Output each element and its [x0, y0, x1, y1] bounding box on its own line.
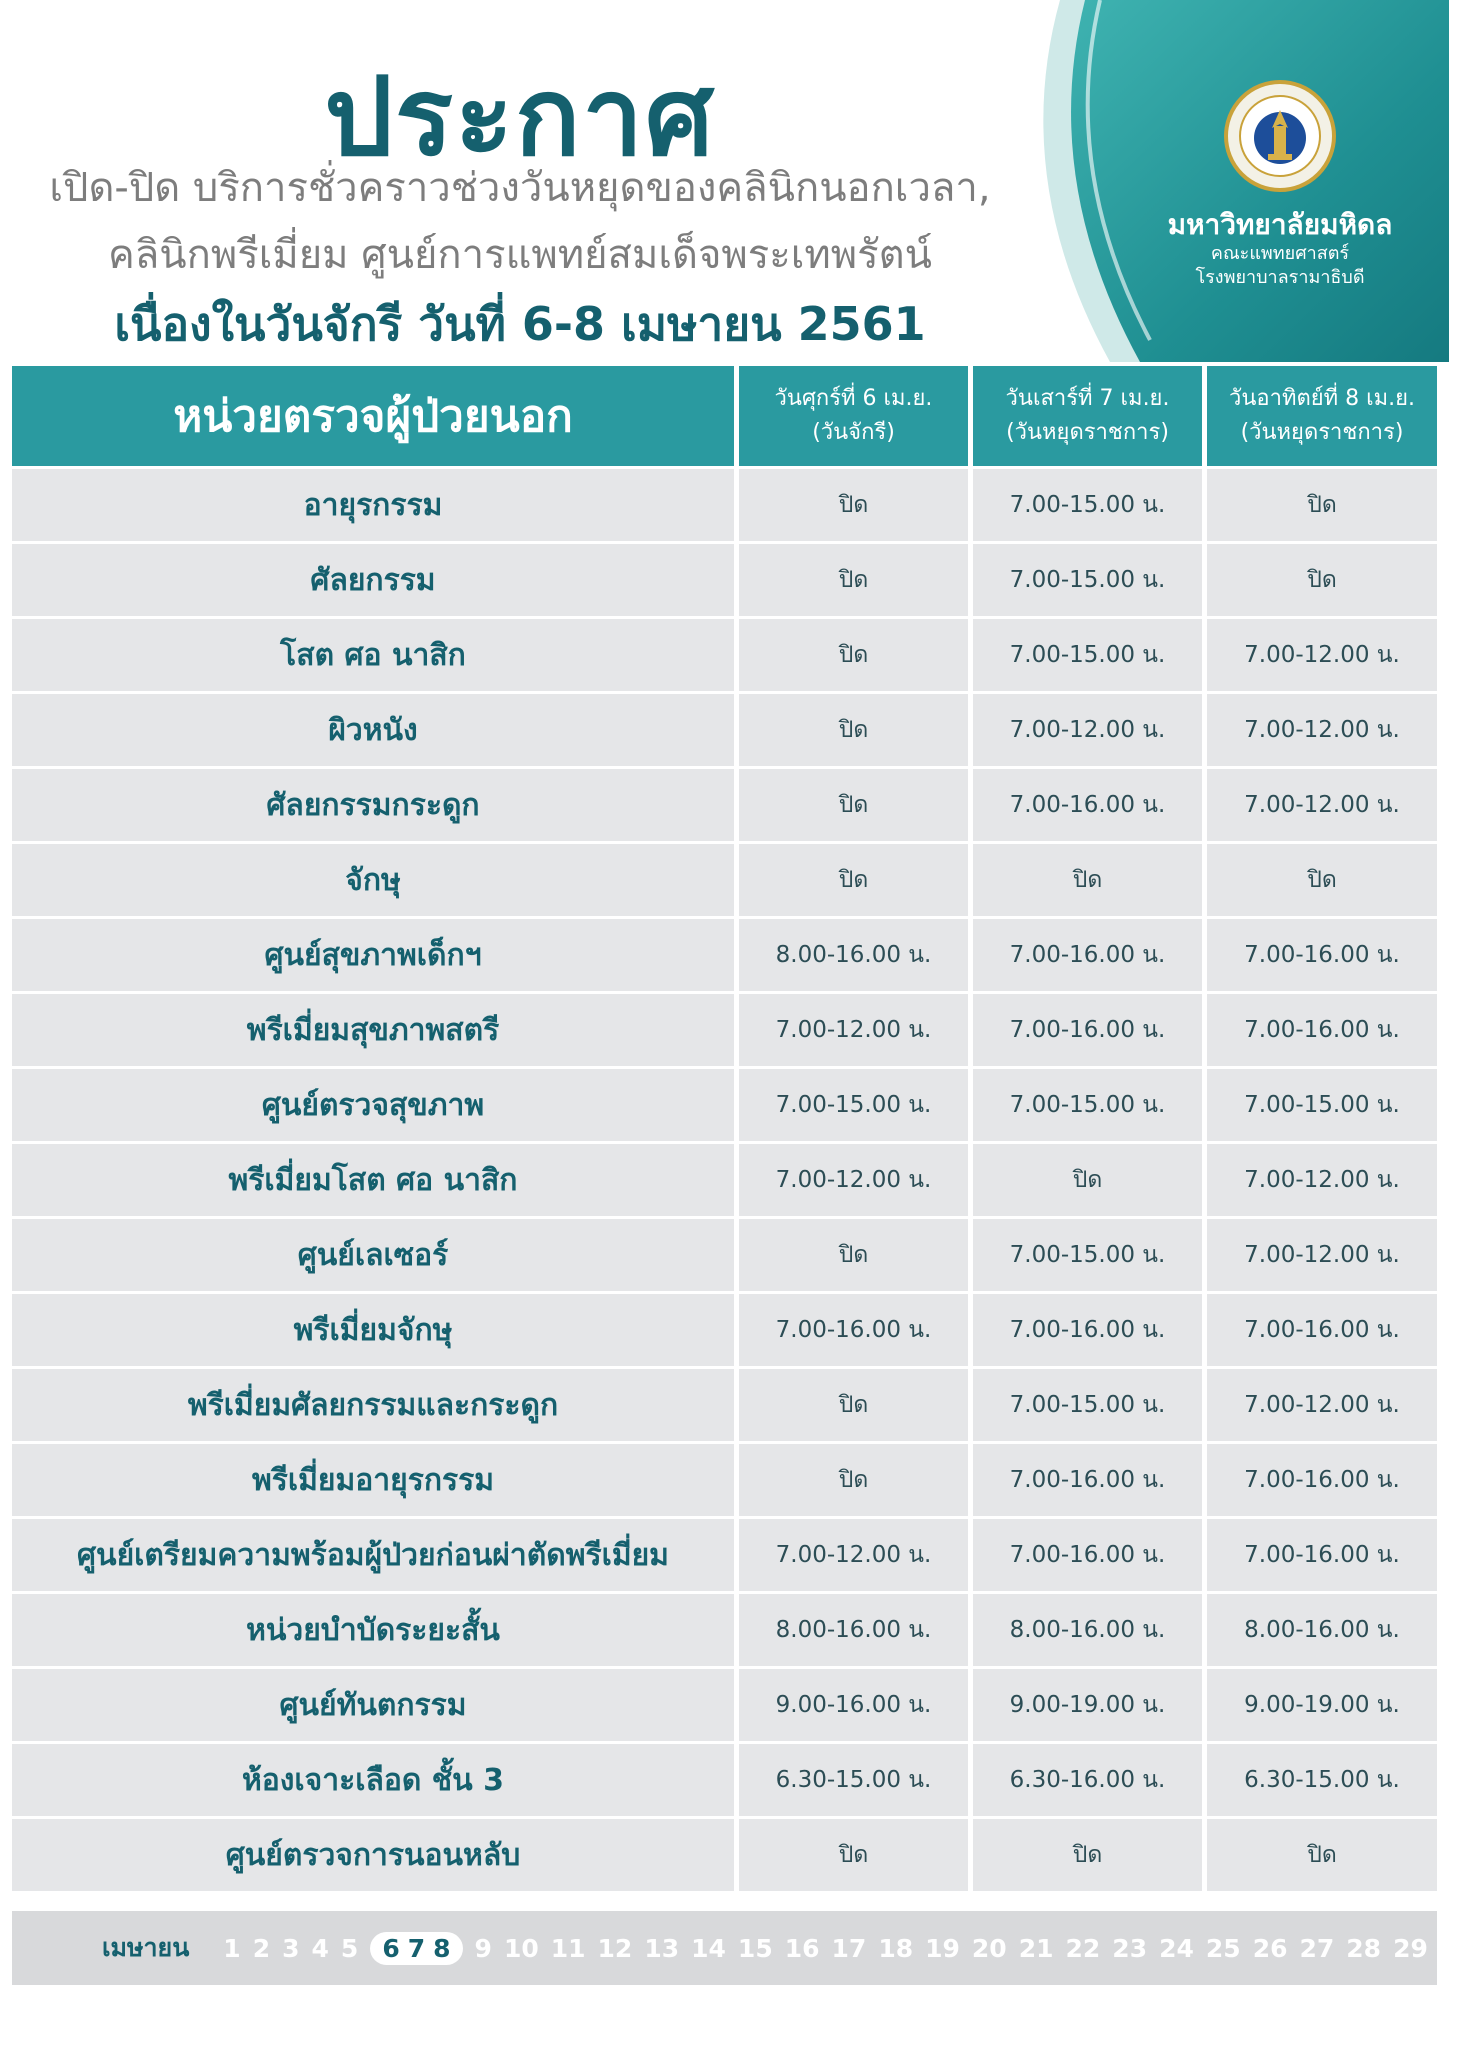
- unit-name-cell: พรีเมี่ยมโสต ศอ นาสิก: [12, 1144, 734, 1216]
- table-row: [12, 1516, 1437, 1591]
- unit-name-cell: ศูนย์ตรวจสุขภาพ: [12, 1069, 734, 1141]
- table-row: [12, 1441, 1437, 1516]
- calendar-day: 23: [1112, 1933, 1148, 1963]
- column-header-saturday: [973, 366, 1202, 466]
- calendar-day: 17: [831, 1933, 867, 1963]
- friday-hours-cell: 7.00-15.00 น.: [739, 1069, 968, 1141]
- unit-name-cell: อายุรกรรม: [12, 469, 734, 541]
- saturday-hours-cell: 7.00-15.00 น.: [973, 544, 1202, 616]
- calendar-day: 13: [644, 1933, 680, 1963]
- table-row: [12, 1291, 1437, 1366]
- saturday-hours-cell: 9.00-19.00 น.: [973, 1669, 1202, 1741]
- sunday-hours-cell: ปิด: [1207, 1819, 1437, 1891]
- table-header-row: [12, 366, 1437, 466]
- calendar-day: 18: [878, 1933, 914, 1963]
- calendar-highlight: [370, 1932, 462, 1965]
- saturday-hours-cell: ปิด: [973, 1144, 1202, 1216]
- calendar-day: 22: [1065, 1933, 1101, 1963]
- table-row: [12, 1591, 1437, 1666]
- unit-name-cell: ศัลยกรรมกระดูก: [12, 769, 734, 841]
- calendar-day: 4: [311, 1933, 329, 1963]
- calendar-day: 25: [1205, 1933, 1241, 1963]
- friday-hours-cell: ปิด: [739, 844, 968, 916]
- subtitle-line-1: เปิด-ปิด บริการชั่วคราวช่วงวันหยุดของคลินิกนอกเวลา,: [49, 165, 991, 211]
- column-header-unit: หน่วยตรวจผู้ป่วยนอก: [12, 366, 734, 466]
- column-header-label: วันศุกร์ที่ 6 เม.ย.: [774, 386, 933, 411]
- unit-name-cell: จักษุ: [12, 844, 734, 916]
- table-row: [12, 1141, 1437, 1216]
- sunday-hours-cell: ปิด: [1207, 544, 1437, 616]
- friday-hours-cell: ปิด: [739, 769, 968, 841]
- friday-hours-cell: ปิด: [739, 1819, 968, 1891]
- saturday-hours-cell: 7.00-15.00 น.: [973, 1369, 1202, 1441]
- schedule-table: [12, 366, 1437, 1891]
- saturday-hours-cell: ปิด: [973, 844, 1202, 916]
- saturday-hours-cell: 8.00-16.00 น.: [973, 1594, 1202, 1666]
- calendar-day: 21: [1018, 1933, 1054, 1963]
- calendar-day: 15: [737, 1933, 773, 1963]
- month-calendar-strip: [12, 1911, 1475, 1985]
- sunday-hours-cell: 7.00-12.00 น.: [1207, 1144, 1437, 1216]
- university-logo: [1130, 80, 1430, 290]
- calendar-day: 16: [784, 1933, 820, 1963]
- table-row: [12, 916, 1437, 991]
- page-title: ประกาศ: [324, 55, 716, 180]
- unit-name-cell: โสต ศอ นาสิก: [12, 619, 734, 691]
- table-row: [12, 766, 1437, 841]
- column-header-label: วันอาทิตย์ที่ 8 เม.ย.: [1228, 386, 1416, 411]
- saturday-hours-cell: 7.00-16.00 น.: [973, 769, 1202, 841]
- unit-name-cell: ศูนย์เลเซอร์: [12, 1219, 734, 1291]
- friday-hours-cell: ปิด: [739, 619, 968, 691]
- column-header-note: (วันหยุดราชการ): [1006, 420, 1169, 445]
- friday-hours-cell: 7.00-16.00 น.: [739, 1294, 968, 1366]
- saturday-hours-cell: 7.00-16.00 น.: [973, 1444, 1202, 1516]
- calendar-day: 9: [474, 1933, 492, 1963]
- sunday-hours-cell: 7.00-16.00 น.: [1207, 1519, 1437, 1591]
- saturday-hours-cell: 7.00-16.00 น.: [973, 994, 1202, 1066]
- unit-name-cell: พรีเมี่ยมอายุรกรรม: [12, 1444, 734, 1516]
- unit-name-cell: ผิวหนัง: [12, 694, 734, 766]
- friday-hours-cell: 8.00-16.00 น.: [739, 1594, 968, 1666]
- table-row: [12, 1366, 1437, 1441]
- sunday-hours-cell: 7.00-12.00 น.: [1207, 694, 1437, 766]
- table-row: [12, 991, 1437, 1066]
- calendar-day: 28: [1346, 1933, 1382, 1963]
- calendar-day: 30: [1439, 1933, 1475, 1963]
- table-row: [12, 1741, 1437, 1816]
- friday-hours-cell: ปิด: [739, 544, 968, 616]
- table-row: [12, 466, 1437, 541]
- unit-name-cell: ศูนย์ทันตกรรม: [12, 1669, 734, 1741]
- calendar-day: 3: [282, 1933, 300, 1963]
- calendar-day: 5: [340, 1933, 359, 1963]
- unit-name-cell: ศูนย์สุขภาพเด็กฯ: [12, 919, 734, 991]
- calendar-day: 24: [1159, 1933, 1194, 1963]
- calendar-day-highlighted: 8: [433, 1933, 451, 1963]
- table-row: [12, 841, 1437, 916]
- friday-hours-cell: 7.00-12.00 น.: [739, 1144, 968, 1216]
- saturday-hours-cell: 7.00-16.00 น.: [973, 1294, 1202, 1366]
- calendar-day: 10: [503, 1933, 539, 1963]
- friday-hours-cell: ปิด: [739, 694, 968, 766]
- table-row: [12, 1066, 1437, 1141]
- calendar-day: 20: [971, 1933, 1007, 1963]
- faculty-name: คณะแพทยศาสตร์: [1210, 243, 1350, 264]
- friday-hours-cell: 7.00-12.00 น.: [739, 1519, 968, 1591]
- university-name: มหาวิทยาลัยมหิดล: [1167, 208, 1393, 241]
- sunday-hours-cell: 7.00-16.00 น.: [1207, 1444, 1437, 1516]
- calendar-day: 12: [597, 1933, 633, 1963]
- calendar-day: 1: [223, 1933, 241, 1963]
- column-header-label: วันเสาร์ที่ 7 เม.ย.: [1005, 386, 1170, 411]
- saturday-hours-cell: ปิด: [973, 1819, 1202, 1891]
- calendar-day: 26: [1252, 1933, 1288, 1963]
- saturday-hours-cell: 7.00-12.00 น.: [973, 694, 1202, 766]
- unit-name-cell: ศูนย์เตรียมความพร้อมผู้ป่วยก่อนผ่าตัดพรีเมี่ยม: [12, 1519, 734, 1591]
- mahidol-seal-icon: [1224, 80, 1336, 192]
- sunday-hours-cell: 7.00-16.00 น.: [1207, 1294, 1437, 1366]
- friday-hours-cell: 6.30-15.00 น.: [739, 1744, 968, 1816]
- unit-name-cell: ศัลยกรรม: [12, 544, 734, 616]
- sunday-hours-cell: 7.00-16.00 น.: [1207, 919, 1437, 991]
- hospital-name: โรงพยาบาลรามาธิบดี: [1195, 267, 1365, 288]
- unit-name-cell: พรีเมี่ยมจักษุ: [12, 1294, 734, 1366]
- sunday-hours-cell: 7.00-12.00 น.: [1207, 769, 1437, 841]
- calendar-day: 29: [1393, 1933, 1428, 1963]
- sunday-hours-cell: 7.00-15.00 น.: [1207, 1069, 1437, 1141]
- unit-name-cell: ห้องเจาะเลือด ชั้น 3: [12, 1744, 734, 1816]
- calendar-day: 2: [252, 1933, 271, 1963]
- table-row: [12, 691, 1437, 766]
- column-header-sunday: [1207, 366, 1437, 466]
- saturday-hours-cell: 7.00-16.00 น.: [973, 1519, 1202, 1591]
- unit-name-cell: พรีเมี่ยมศัลยกรรมและกระดูก: [12, 1369, 734, 1441]
- saturday-hours-cell: 7.00-15.00 น.: [973, 1069, 1202, 1141]
- calendar-day: 19: [925, 1933, 960, 1963]
- calendar-day-highlighted: 7: [407, 1933, 426, 1963]
- friday-hours-cell: ปิด: [739, 1444, 968, 1516]
- table-row: [12, 616, 1437, 691]
- calendar-day-highlighted: 6: [382, 1933, 400, 1963]
- unit-name-cell: หน่วยบำบัดระยะสั้น: [12, 1594, 734, 1666]
- friday-hours-cell: 7.00-12.00 น.: [739, 994, 968, 1066]
- calendar-day: 11: [550, 1933, 586, 1963]
- unit-name-cell: ศูนย์ตรวจการนอนหลับ: [12, 1819, 734, 1891]
- announcement-header: [0, 0, 1449, 362]
- friday-hours-cell: 9.00-16.00 น.: [739, 1669, 968, 1741]
- saturday-hours-cell: 7.00-16.00 น.: [973, 919, 1202, 991]
- column-header-note: (วันจักรี): [812, 420, 895, 445]
- sunday-hours-cell: 8.00-16.00 น.: [1207, 1594, 1437, 1666]
- saturday-hours-cell: 7.00-15.00 น.: [973, 469, 1202, 541]
- calendar-day: 27: [1299, 1933, 1335, 1963]
- sunday-hours-cell: 7.00-12.00 น.: [1207, 1369, 1437, 1441]
- sunday-hours-cell: 7.00-12.00 น.: [1207, 619, 1437, 691]
- subtitle-line-2: คลินิกพรีเมี่ยม ศูนย์การแพทย์สมเด็จพระเทพรัตน์: [108, 232, 932, 278]
- unit-name-cell: พรีเมี่ยมสุขภาพสตรี: [12, 994, 734, 1066]
- sunday-hours-cell: 7.00-16.00 น.: [1207, 994, 1437, 1066]
- sunday-hours-cell: 9.00-19.00 น.: [1207, 1669, 1437, 1741]
- sunday-hours-cell: ปิด: [1207, 844, 1437, 916]
- subtitle-date-line: เนื่องในวันจักรี วันที่ 6-8 เมษายน 2561: [114, 297, 926, 351]
- table-row: [12, 1666, 1437, 1741]
- calendar-day: 14: [691, 1933, 726, 1963]
- friday-hours-cell: 8.00-16.00 น.: [739, 919, 968, 991]
- sunday-hours-cell: 7.00-12.00 น.: [1207, 1219, 1437, 1291]
- table-row: [12, 541, 1437, 616]
- sunday-hours-cell: ปิด: [1207, 469, 1437, 541]
- friday-hours-cell: ปิด: [739, 1369, 968, 1441]
- friday-hours-cell: ปิด: [739, 469, 968, 541]
- table-row: [12, 1216, 1437, 1291]
- column-header-friday: [739, 366, 968, 466]
- table-row: [12, 1816, 1437, 1891]
- sunday-hours-cell: 6.30-15.00 น.: [1207, 1744, 1437, 1816]
- saturday-hours-cell: 7.00-15.00 น.: [973, 1219, 1202, 1291]
- column-header-note: (วันหยุดราชการ): [1240, 420, 1404, 445]
- calendar-month-label: เมษายน: [102, 1933, 190, 1962]
- saturday-hours-cell: 7.00-15.00 น.: [973, 619, 1202, 691]
- friday-hours-cell: ปิด: [739, 1219, 968, 1291]
- saturday-hours-cell: 6.30-16.00 น.: [973, 1744, 1202, 1816]
